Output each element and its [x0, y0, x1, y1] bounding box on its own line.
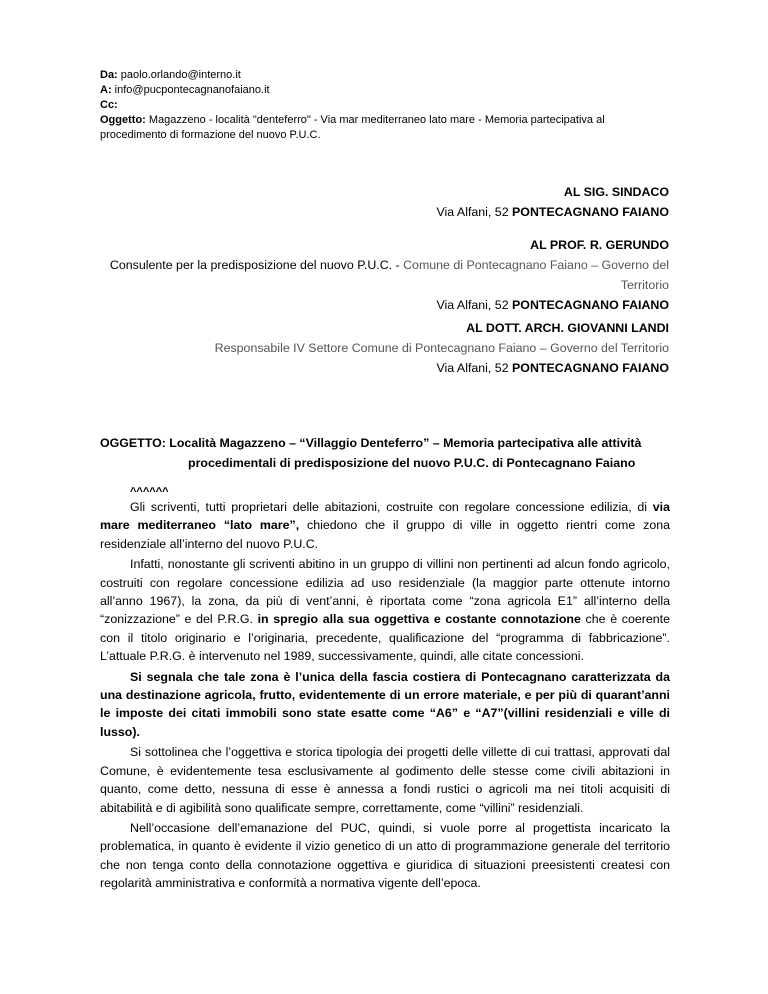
address-city: PONTECAGNANO FAIANO: [512, 298, 669, 312]
recipient-role: Responsabile IV Settore Comune di Pontecagnano Faiano – Governo del Territorio: [214, 341, 669, 355]
from-label: Da:: [100, 69, 118, 81]
subject-label: Oggetto:: [100, 114, 146, 126]
separator: ^^^^^^: [130, 486, 169, 498]
to-label: A:: [100, 84, 112, 96]
paragraph-5: Nell’occasione dell’emanazione del PUC, quindi, si vuole porre al progettista incaricato la problematica, in quanto è evidente il vizio genetico di un atto di programmazione generale del territorio che non tenga conto della connotazione oggettiva e giuridica di situazioni preesistenti createsi con regolarità amministrativa e conformità a normativa vigente dell’epoca.: [100, 820, 670, 891]
paragraph-2: [100, 555, 670, 665]
subject-line-2: procedimentali di predisposizione del nuovo P.U.C. di Pontecagnano Faiano: [188, 456, 636, 470]
recipient-address: [69, 295, 669, 315]
address-street: Via Alfani, 52: [436, 205, 513, 219]
address-street: Via Alfani, 52: [436, 361, 513, 375]
recipient-name: AL PROF. R. GERUNDO: [530, 238, 669, 252]
role-org: Comune di Pontecagnano Faiano – Governo del Territorio: [403, 258, 669, 292]
recipient-role: [69, 255, 669, 295]
recipient-address: [69, 358, 669, 378]
p2-text-c: che è coerente con il titolo originario e l’originaria, precedente, qualificazione del “programma di fabbricazione”. L’attuale P.R.G. è intervenuto nel 1989, successivamente, quindi, alle citate concessioni.: [100, 612, 670, 664]
from-line: [100, 68, 670, 83]
paragraph-1: [100, 498, 670, 553]
letter-subject: [100, 433, 670, 473]
p1-text-c: chiedono che il gruppo di ville in oggetto rientri come zona residenziale all’interno del nuovo P.U.C.: [100, 518, 670, 551]
cc-label: Cc:: [100, 99, 118, 111]
p1-bold: via mare mediterraneo “lato mare”,: [100, 500, 670, 533]
p1-text-a: Gli scriventi, tutti proprietari delle abitazioni, costruite con regolare concessione edilizia, di: [130, 500, 653, 514]
recipient-sindaco: [69, 182, 669, 222]
cc-line: [100, 98, 670, 113]
email-header: [100, 68, 670, 143]
recipient-name: AL DOTT. ARCH. GIOVANNI LANDI: [466, 321, 669, 335]
recipient-address: [69, 202, 669, 222]
p2-bold: in spregio alla sua oggettiva e costante connotazione: [257, 612, 581, 627]
recipient-name: AL SIG. SINDACO: [563, 185, 669, 199]
recipient-gerundo: [69, 235, 669, 315]
address-city: PONTECAGNANO FAIANO: [512, 361, 669, 375]
paragraph-4: Si sottolinea che l’oggettiva e storica tipologia dei progetti delle villette di cui trattasi, approvati dal Comune, è evidentemente tesa esclusivamente al godimento delle stesse come civili abitazioni in quanto, come detto, nessuna di esse è annessa a fondi rustici o agricoli ma nei titoli acquisiti di abitabilità e di agibilità sono qualificate sempre, correttamente, come “villini” residenziali.: [100, 745, 670, 815]
subject-line: [100, 113, 670, 143]
letter-body: [100, 498, 670, 895]
to-line: [100, 83, 670, 98]
address-city: PONTECAGNANO FAIANO: [512, 205, 669, 219]
p3-bold: Si segnala che tale zona è l’unica della fascia costiera di Pontecagnano caratterizzata da una destinazione agricola, frutto, evidentemente di un errore materiale, e per più di quarant’anni le imposte dei citati immobili sono state esatte come “A6” e “A7”(villini residenziali e ville di lusso).: [100, 669, 670, 739]
role-prefix: Consulente per la predisposizione del nuovo P.U.C. -: [109, 258, 404, 272]
subject-value: Magazzeno - località "denteferro" - Via mar mediterraneo lato mare - Memoria partecipativa al procedimento di formazione del nuovo P.U.C.: [100, 114, 605, 141]
subject-line-1: OGGETTO: Località Magazzeno – “Villaggio Denteferro” – Memoria partecipativa alle attività: [100, 436, 642, 450]
address-street: Via Alfani, 52: [436, 298, 513, 312]
p2-text-a: Infatti, nonostante gli scriventi abitino in un gruppo di villini non pertinenti ad alcun fondo agricolo, costruiti con regolare concessione edilizia ad uso residenziale (la maggior parte ottenute intorno all’anno 1967), la zona, da più di vent’anni, è riportata come “zona agricola E1” all’interno della “zonizzazione” e del P.R.G.: [100, 557, 670, 627]
recipient-landi: [69, 318, 669, 378]
from-value: paolo.orlando@interno.it: [120, 69, 241, 81]
paragraph-3: [100, 668, 670, 742]
to-value: info@pucpontecagnanofaiano.it: [114, 84, 270, 96]
